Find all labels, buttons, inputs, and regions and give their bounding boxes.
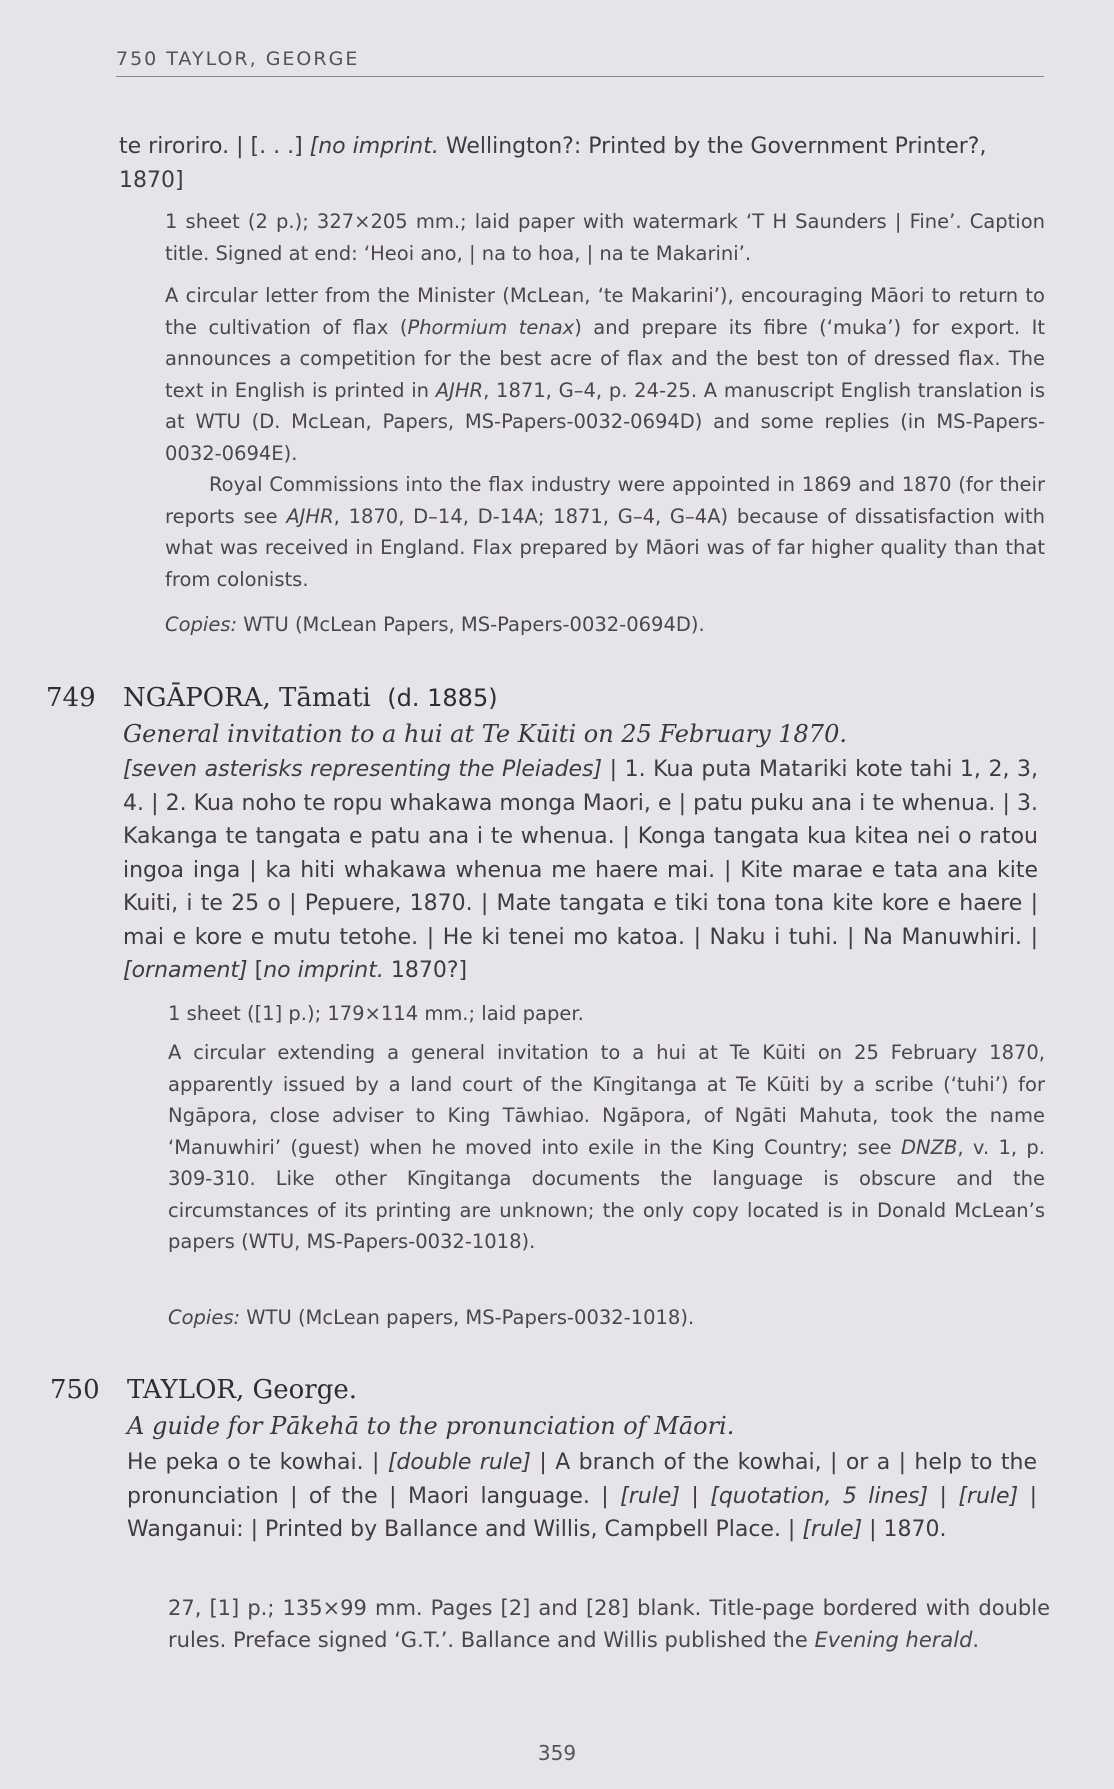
note-text: , 1870, D–14, D-14A; 1871, G–4, G–4A) because of dissatisfaction with what was received in England. Flax prepared by Māori was of far higher quality than that from colonists. bbox=[165, 504, 1045, 591]
carryover-title bbox=[119, 130, 999, 197]
note-text: , v. 1, p. 309-310. Like other Kīngitanga documents the language is obscure and the circumstances of its printing are unknown; the only copy located is in Donald McLean’s papers (WTU, MS-Papers-0032-1018). bbox=[168, 1135, 1045, 1253]
transcription-italic: [rule] bbox=[802, 1517, 863, 1542]
entry-heading-750 bbox=[127, 1375, 357, 1405]
carryover-copies bbox=[165, 609, 1045, 641]
entry-number-749: 749 bbox=[46, 683, 96, 713]
description-text: . bbox=[972, 1628, 980, 1652]
entry-title-750: A guide for Pākehā to the pronunciation of Māori. bbox=[127, 1412, 735, 1440]
entry-copies-749 bbox=[168, 1302, 1048, 1334]
carryover-note-2 bbox=[165, 469, 1045, 595]
copies-text: WTU (McLean papers, MS-Papers-0032-1018). bbox=[240, 1306, 695, 1329]
transcription-text: | 1. Kua puta Matariki kote tahi 1, 2, 3, 4. | 2. Kua noho te ropu whakawa monga Maori, e | patu puku ana i te whenua. | 3. Kakanga te tangata e patu ana i te whenua. | Konga tangata kua kitea nei o ratou ingoa inga | ka hiti whakawa whenua me haere mai. | Kite marae e tata ana kite Kuiti, i te 25 o | Pepuere, 1870. | Mate tangata e tiki tona tona kite kore e haere | mai e kore e mutu tetohe. | He ki tenei mo katoa. | Naku i tuhi. | Na Manuwhiri. | bbox=[123, 757, 1038, 950]
transcription-italic: [rule] bbox=[620, 1483, 680, 1509]
transcription-italic: [double rule] bbox=[387, 1450, 531, 1475]
carryover-title-text-2: Wellington?: Printed by the Government Printer?, 1870] bbox=[119, 134, 987, 193]
entry-title-749: General invitation to a hui at Te Kūiti on 25 February 1870. bbox=[123, 720, 847, 748]
transcription-text: [ bbox=[247, 958, 264, 983]
entry-author: NGĀPORA, Tāmati bbox=[123, 683, 371, 713]
transcription-text: 1870?] bbox=[383, 958, 468, 983]
copies-label: Copies: bbox=[165, 613, 238, 636]
note-text: A circular extending a general invitation to a hui at Te Kūiti on 25 February 1870, apparently issued by a land court of the Kīngitanga at Te Kūiti by a scribe (‘tuhi’) for Ngāpora, close adviser to King Tāwhiao. Ngāpora, of Ngāti Mahuta, took the name ‘Manuwhiri’ (guest) when he moved into exile in the King Country; see bbox=[168, 1041, 1045, 1159]
transcription-text: | bbox=[679, 1483, 711, 1509]
entry-dates: (d. 1885) bbox=[387, 684, 498, 712]
carryover-note-1 bbox=[165, 280, 1045, 469]
entry-transcription-749 bbox=[123, 753, 1038, 988]
page-number: 359 bbox=[537, 1741, 577, 1765]
copies-label: Copies: bbox=[168, 1306, 241, 1329]
entry-description-750 bbox=[168, 1592, 1050, 1656]
note-text: A circular letter from the Minister (McLean, ‘te Makarini’), encouraging Māori to return to the cultivation of flax ( bbox=[165, 284, 1045, 339]
transcription-italic: [rule] bbox=[958, 1483, 1019, 1509]
transcription-italic: no imprint. bbox=[263, 958, 384, 983]
description-italic: Evening herald bbox=[814, 1628, 973, 1652]
note-italic: AJHR bbox=[286, 504, 334, 528]
description-text: 27, [1] p.; 135×99 mm. Pages [2] and [28] blank. Title-page bordered with double rules. Preface signed ‘G.T.’. Ballance and Willis published the bbox=[168, 1596, 1050, 1652]
note-italic: AJHR bbox=[435, 378, 484, 402]
entry-note-749 bbox=[168, 1037, 1045, 1258]
entry-transcription-750 bbox=[127, 1446, 1037, 1547]
entry-description-749: 1 sheet ([1] p.); 179×114 mm.; laid paper. bbox=[168, 1002, 584, 1025]
carryover-description: 1 sheet (2 p.); 327×205 mm.; laid paper with watermark ‘T H Saunders | Fine’. Caption title. Signed at end: ‘Heoi ano, | na to hoa, | na te Makarini’. bbox=[165, 210, 1045, 265]
note-text: ) and prepare its fibre (‘muka’) for export. It announces a competition for the best acre of flax and the best ton of dressed flax. The text in English is printed in bbox=[165, 315, 1046, 402]
note-text: , 1871, G–4, p. 24-25. A manuscript English translation is at WTU (D. McLean, Papers, MS-Papers-0032-0694D) and some replies (in MS-Papers-0032-0694E). bbox=[165, 378, 1045, 465]
entry-author: TAYLOR, George bbox=[127, 1375, 349, 1405]
note-text: Royal Commissions into the flax industry were appointed in 1869 and 1870 (for their reports see bbox=[165, 473, 1045, 528]
transcription-italic: [ornament] bbox=[123, 958, 248, 983]
transcription-text: | bbox=[928, 1483, 959, 1509]
entry-number-750: 750 bbox=[50, 1375, 100, 1405]
entry-author-punct: . bbox=[348, 1375, 358, 1405]
note-italic: DNZB bbox=[901, 1135, 958, 1159]
copies-text: WTU (McLean Papers, MS-Papers-0032-0694D). bbox=[237, 613, 705, 636]
carryover-title-text: te riroriro. | [. . .] bbox=[119, 134, 310, 159]
transcription-italic: [seven asterisks representing the Pleiades] bbox=[123, 757, 603, 782]
carryover-imprint: [no imprint. bbox=[309, 134, 439, 159]
running-head: 750 TAYLOR, GEORGE bbox=[116, 48, 1044, 77]
transcription-text: He peka o te kowhai. | bbox=[127, 1450, 388, 1475]
transcription-text: | 1870. bbox=[862, 1517, 947, 1542]
transcription-text: | A branch of the kowhai, | or a | help to the pronunciation | of the | Maori language. | bbox=[127, 1450, 1037, 1509]
transcription-text: | Wanganui: | Printed by Ballance and Willis, Campbell Place. | bbox=[127, 1483, 1038, 1542]
note-italic: Phormium tenax bbox=[407, 315, 575, 339]
entry-heading-749 bbox=[123, 683, 498, 713]
transcription-italic: [quotation, 5 lines] bbox=[710, 1483, 929, 1509]
